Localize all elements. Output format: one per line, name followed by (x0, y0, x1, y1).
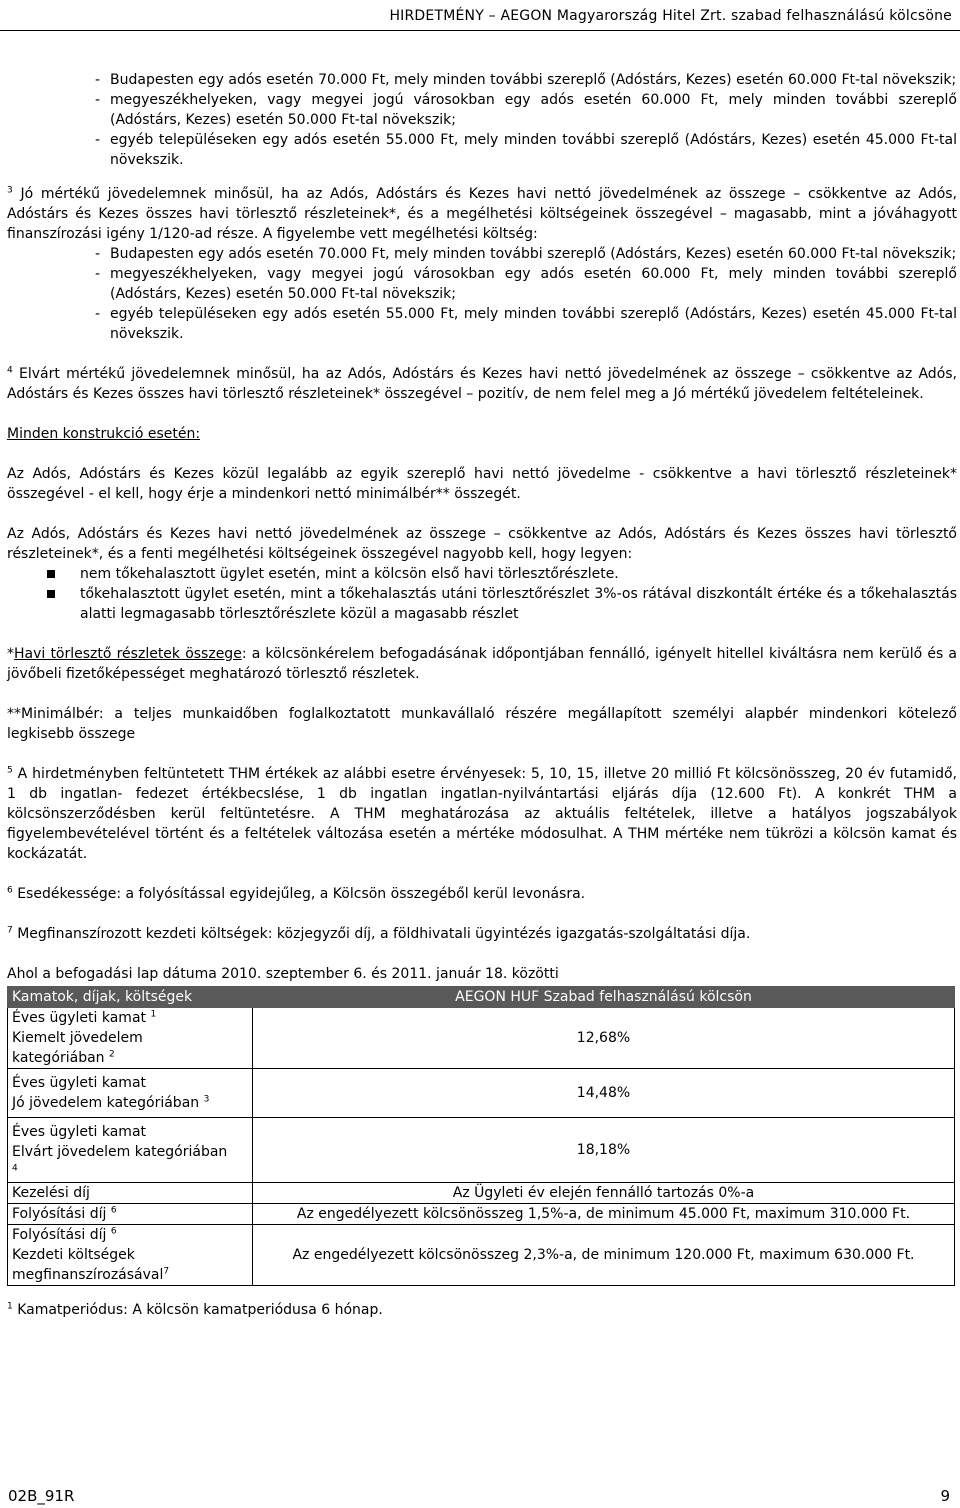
list-item: - Budapesten egy adós esetén 70.000 Ft, mely minden további szereplő (Adóstárs, Kezes) esetén 60.000 Ft-tal növekszik; (7, 70, 957, 90)
section-heading (7, 424, 957, 444)
definition-term: Havi törlesztő részletek összege (14, 646, 242, 662)
definition-minimum-wage: **Minimálbér: a teljes munkaidőben foglalkoztatott munkavállaló részére megállapított személyi alapbér mindenkori kötelező legkisebb összege (7, 706, 957, 742)
header-title: HIRDETMÉNY – AEGON Magyarország Hitel Zrt. szabad felhasználású kölcsöne (389, 8, 952, 24)
label-line: Jó jövedelem kategóriában (12, 1095, 204, 1111)
table-intro: Ahol a befogadási lap dátuma 2010. szeptember 6. és 2011. január 18. közötti (7, 966, 559, 982)
note3-cost-list (7, 244, 957, 344)
footnote-text: A hirdetményben feltüntetett THM értékek az alábbi esetre érvényesek: 5, 10, 15, illetve 20 millió Ft kölcsönösszeg, 20 év futamidő, 1 db ingatlan- fedezet értékbecslése, 1 db ingatlan ingatlan-nyilvántartási eljárás díja (12.600 Ft). A konkrét THM a kölcsönszerződésben kerül feltüntetésre. A THM meghatározása az aktuális feltételek, illetve a hatályos jogszabályok figyelembevételével történt és a feltételek változása esetén a mértéke módosulhat. A THM mértéke nem tükrözi a kölcsön kamat és kockázatát. (7, 766, 957, 862)
table-row (8, 1183, 955, 1204)
construction-heading: Minden konstrukció esetén: (7, 426, 201, 442)
label-line: Kiemelt jövedelem (12, 1030, 143, 1046)
table-header-left: Kamatok, díjak, költségek (8, 987, 253, 1008)
list-item: - Budapesten egy adós esetén 70.000 Ft, mely minden további szereplő (Adóstárs, Kezes) esetén 60.000 Ft-tal növekszik; (7, 244, 957, 264)
list-item: - egyéb településeken egy adós esetén 55.000 Ft, mely minden további szereplő (Adóstárs, Kezes) esetén 45.000 Ft-tal növekszik. (7, 304, 957, 344)
document-code: 02B_91R (8, 1487, 75, 1505)
row-value: Az Ügyleti év elején fennálló tartozás 0%-a (253, 1183, 955, 1204)
footnote-text: Jó mértékű jövedelemnek minősül, ha az Adós, Adóstárs és Kezes havi nettó jövedelmének az összege – csökkentve az Adós, Adóstárs és Kezes összes havi törlesztő részleteinek*, és a megélhetési költségeinek összegével – magasabb, mint a jóváhagyott finanszírozási igény 1/120-ad része. A figyelembe vett megélhetési költség: (7, 186, 958, 242)
label-sup: 2 (109, 1049, 115, 1060)
label-sup: 3 (203, 1094, 210, 1105)
footnote-6 (7, 884, 957, 904)
row-label (8, 1183, 253, 1204)
footnote-4 (7, 364, 957, 404)
row-label (8, 1204, 253, 1225)
table-row (8, 1204, 955, 1225)
rates-table (7, 986, 955, 1286)
footnote-marker: 4 (7, 365, 13, 376)
construction-bullets (7, 564, 957, 624)
row-label (8, 1008, 253, 1069)
label-sup: 1 (150, 1009, 157, 1020)
list-item: - megyeszékhelyeken, vagy megyei jogú városokban egy adós esetén 60.000 Ft, mely minden további szereplő (Adóstárs, Kezes) esetén 50.000 Ft-tal növekszik; (7, 264, 957, 304)
bullet-item: tőkehalasztott ügylet esetén, mint a tőkehalasztás utáni törlesztőrészlet 3%-os rátával diszkontált értéke és a tőkehalasztás alatti legmagasabb törlesztőrészlete közül a magasabb részlet (7, 584, 957, 624)
footnote-marker: 1 (7, 1301, 13, 1312)
footnote-marker: 7 (7, 925, 13, 936)
footnote-3 (7, 184, 957, 244)
label-sup: 6 (110, 1226, 117, 1237)
row-value: 18,18% (253, 1118, 955, 1183)
table-header-right: AEGON HUF Szabad felhasználású kölcsön (253, 987, 955, 1008)
list-item: - megyeszékhelyeken, vagy megyei jogú városokban egy adós esetén 60.000 Ft, mely minden további szereplő (Adóstárs, Kezes) esetén 50.000 Ft-tal növekszik; (7, 90, 957, 130)
page-number: 9 (940, 1487, 950, 1505)
definition-prefix: * (7, 646, 14, 662)
label-line: Kezdeti költségek (12, 1247, 135, 1263)
page-header (0, 0, 960, 31)
row-label (8, 1118, 253, 1183)
row-value: Az engedélyezett kölcsönösszeg 2,3%-a, de minimum 120.000 Ft, maximum 630.000 Ft. (253, 1225, 955, 1286)
footnote-marker: 6 (7, 885, 13, 896)
document-body (7, 70, 957, 1320)
label-sup: 7 (163, 1266, 170, 1277)
table-row (8, 1008, 955, 1069)
row-value: 12,68% (253, 1008, 955, 1069)
footnote-text: Esedékessége: a folyósítással egyidejűleg, a Kölcsön összegéből kerül levonásra. (17, 886, 586, 902)
label-line: megfinanszírozásával (12, 1267, 164, 1283)
footnote-marker: 3 (7, 185, 13, 196)
footnote-5 (7, 764, 957, 864)
footnote-marker: 5 (7, 765, 13, 776)
bullet-item: nem tőkehalasztott ügylet esetén, mint a kölcsön első havi törlesztőrészlete. (7, 564, 957, 584)
row-value: 14,48% (253, 1069, 955, 1118)
footnote-text: Kamatperiódus: A kölcsön kamatperiódusa 6 hónap. (17, 1302, 383, 1318)
label-sup: 4 (12, 1163, 18, 1174)
definition-installments (7, 644, 957, 684)
definition-text: : a kölcsönkérelem befogadásának időpontjában fennálló, igényelt hitellel kiváltásra nem kerülő és a jövőbeli fizetőképességet meghatározó törlesztő részletek. (7, 646, 957, 682)
label-line: Kezelési díj (12, 1185, 90, 1201)
row-value: Az engedélyezett kölcsönösszeg 1,5%-a, de minimum 45.000 Ft, maximum 310.000 Ft. (253, 1204, 955, 1225)
footnote-text: Elvárt mértékű jövedelemnek minősül, ha az Adós, Adóstárs és Kezes havi nettó jövedelmének az összege – csökkentve az Adós, Adóstárs és Kezes összes havi törlesztő részleteinek* összegével – pozitív, de nem felel meg a Jó mértékű jövedelem feltételeinek. (7, 366, 958, 402)
footnote-1 (7, 1300, 957, 1320)
label-line: Elvárt jövedelem kategóriában (12, 1144, 228, 1160)
table-row (8, 1225, 955, 1286)
table-header-row (8, 987, 955, 1008)
top-cost-list (7, 70, 957, 170)
footnote-7 (7, 924, 957, 944)
row-label (8, 1069, 253, 1118)
construction-paragraph-1: Az Adós, Adóstárs és Kezes közül legalább az egyik szereplő havi nettó jövedelme - csökkentve a havi törlesztő részleteinek* összegével - el kell, hogy érje a mindenkori nettó minimálbér** összegét. (7, 466, 957, 502)
label-line: Folyósítási díj (12, 1206, 111, 1222)
label-line: kategóriában (12, 1050, 110, 1066)
label-sup: 6 (110, 1205, 117, 1216)
label-line: Folyósítási díj (12, 1227, 111, 1243)
table-row (8, 1069, 955, 1118)
label-line: Éves ügyleti kamat (12, 1124, 147, 1140)
label-line: Éves ügyleti kamat (12, 1010, 151, 1026)
table-row (8, 1118, 955, 1183)
row-label (8, 1225, 253, 1286)
footnote-text: Megfinanszírozott kezdeti költségek: közjegyzői díj, a földhivatali ügyintézés igazgatás-szolgáltatási díja. (17, 926, 751, 942)
list-item: - egyéb településeken egy adós esetén 55.000 Ft, mely minden további szereplő (Adóstárs, Kezes) esetén 45.000 Ft-tal növekszik. (7, 130, 957, 170)
construction-paragraph-2: Az Adós, Adóstárs és Kezes havi nettó jövedelmének az összege – csökkentve az Adós, Adóstárs és Kezes összes havi törlesztő részleteinek*, és a fenti megélhetési költségeinek összegével nagyobb kell, hogy legyen: (7, 526, 957, 562)
label-line: Éves ügyleti kamat (12, 1075, 147, 1091)
